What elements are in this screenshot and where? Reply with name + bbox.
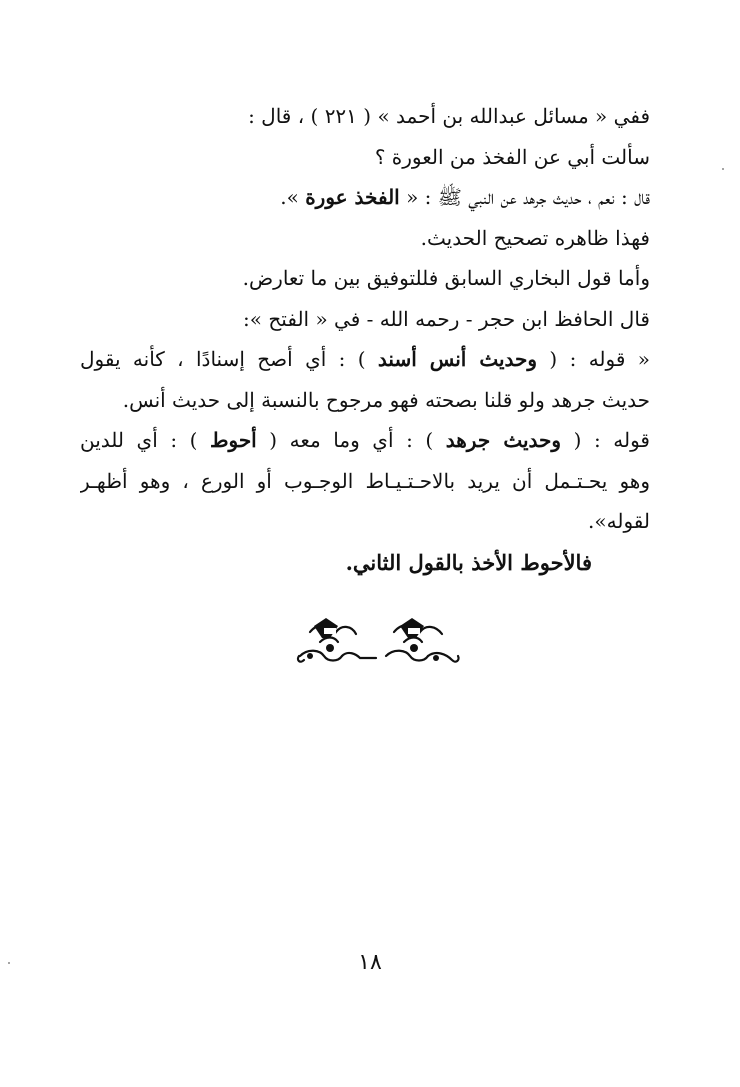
emphasized-text: وحديث جرهد (445, 428, 562, 452)
floral-ornament-icon (290, 612, 470, 672)
line-text: « قوله : ( (537, 347, 650, 371)
emphasized-text: أحوط (209, 428, 257, 452)
line-text: قال : نعم ، حديث جرهد عن النبي ﷺ : « (399, 185, 650, 209)
line-text: ففي « مسائل عبدالله بن أحمد » ( ٢٢١ ) ، قال : (248, 104, 650, 128)
line-text: لقوله». (588, 509, 650, 533)
text-line (80, 258, 650, 299)
line-text: قال الحافظ ابن حجر - رحمه الله - في « الفتح »: (243, 306, 650, 331)
line-text: وأما قول البخاري السابق فللتوفيق بين ما تعارض. (242, 266, 650, 290)
text-line (80, 380, 650, 421)
line-text: ) : أي أصح إسنادًا ، كأنه يقول (80, 347, 378, 371)
text-line (80, 137, 650, 178)
text-line (80, 339, 650, 380)
line-text: حديث جرهد ولو قلنا بصحته فهو مرجوح بالنسبة إلى حديث أنس. (122, 387, 650, 412)
page-number: ١٨ (358, 950, 382, 975)
text-line (80, 96, 650, 137)
text-line (80, 420, 650, 461)
text-line (80, 461, 650, 502)
line-text: ) : أي وما معه ( (256, 428, 446, 452)
body-text (80, 96, 650, 584)
text-line (80, 501, 650, 542)
text-line (80, 177, 650, 218)
line-text: ) : أي للدين (80, 428, 210, 452)
line-text: سألت أبي عن الفخذ من العورة ؟ (374, 144, 650, 169)
emphasized-text: وحديث أنس أسند (377, 347, 538, 371)
scan-speck (722, 168, 724, 170)
line-text: ». (280, 185, 306, 209)
line-text: وهو يحـتـمل أن يريد بالاحـتـيـاط الوجـوب أو الورع ، وهو أظهـر (80, 468, 650, 493)
line-text: قوله : ( (561, 428, 650, 452)
text-line (80, 299, 650, 340)
scan-speck (8, 962, 10, 964)
emphasized-text: الفخذ عورة (305, 185, 400, 209)
line-text: فهذا ظاهره تصحيح الحديث. (420, 225, 650, 250)
conclusion-line: فالأحوط الأخذ بالقول الثاني. (345, 549, 592, 575)
text-line (80, 218, 650, 259)
